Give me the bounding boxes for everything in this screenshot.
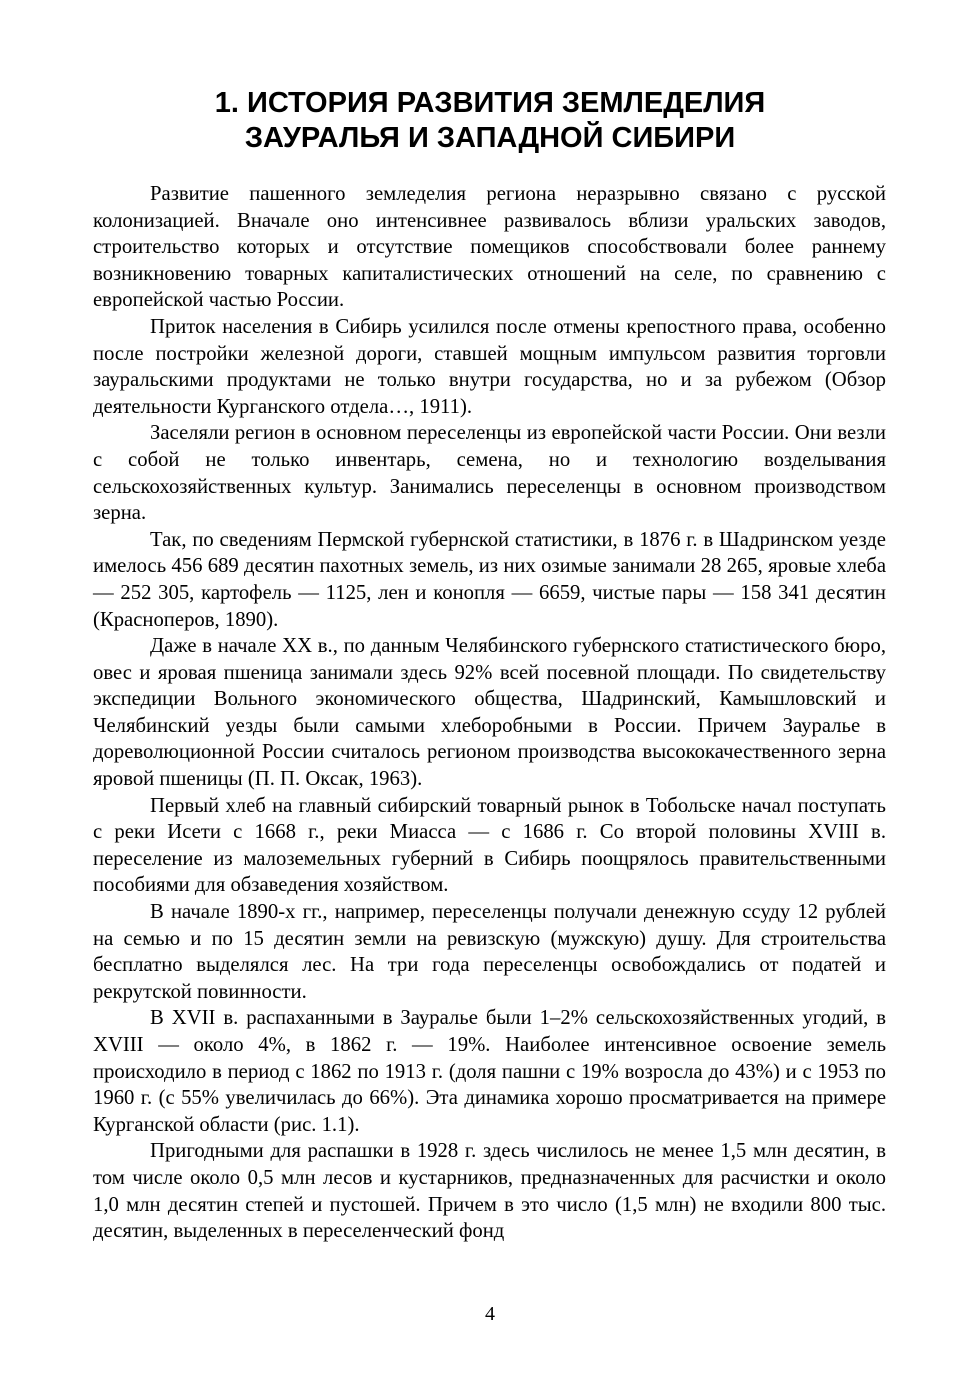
paragraph: Приток населения в Сибирь усилился после отмены крепостного права, особенно после постройки железной дороги, ставшей мощным импульсом развития торговли зауральскими продуктами не только внутри государства, но и за рубежом (Обзор деятельности Курганского отдела…, 1911). [93,315,886,418]
chapter-heading-line-1: 1. ИСТОРИЯ РАЗВИТИЯ ЗЕМЛЕДЕЛИЯ [214,87,766,119]
paragraph: Заселяли регион в основном переселенцы из европейской части России. Они везли с собой не только инвентарь, семена, но и технологию возделывания сельскохозяйственных культур. Занимались переселенцы в основном производством зерна. [93,422,886,525]
paragraph: Пригодными для распашки в 1928 г. здесь числилось не менее 1,5 млн десятин, в том числе около 0,5 млн лесов и кустарников, предназначенных для расчистки и около 1,0 млн десятин степей и пустошей. Причем в это число (1,5 млн) не входили 800 тыс. десятин, выделенных в переселенческий фонд [93,1140,886,1243]
page-number: 4 [485,1303,495,1325]
paragraph: В XVII в. распаханными в Зауралье были 1–2% сельскохозяйственных угодий, в XVIII — около 4%, в 1862 г. — 19%. Наиболее интенсивное освоение земель происходило в период с 1862 по 1913 г. (доля пашни с 19% возросла до 43%) и с 1953 по 1960 г. (с 55% увеличилась до 66%). Эта динамика хорошо просматривается на примере Курганской области (рис. 1.1). [93,1007,886,1136]
paragraph: Даже в начале XX в., по данным Челябинского губернского статистического бюро, овес и яровая пшеница занимали здесь 92% всей посевной площади. По свидетельству экспедиции Вольного экономического общества, Шадринский, Камышловский и Челябинский уезды были самыми хлеборобными в России. Причем Зауралье в дореволюционной России считалось регионом производства высококачественного зерна яровой пшеницы (П. П. Оксак, 1963). [93,635,886,791]
body-text [93,181,886,1245]
paragraph: Так, по сведениям Пермской губернской статистики, в 1876 г. в Шадринском уезде имелось 456 689 десятин пахотных земель, из них озимые занимали 28 265, яровые хлеба — 252 305, картофель — 1125, лен и конопля — 6659, чистые пары — 158 341 десятин (Красноперов, 1890). [93,528,886,631]
paragraph: В начале 1890-х гг., например, переселенцы получали денежную ссуду 12 рублей на семью и по 15 десятин земли на ревизскую (мужскую) душу. Для строительства бесплатно выделялся лес. На три года переселенцы освобождались от податей и рекрутской повинности. [93,901,886,1003]
chapter-heading-line-2: ЗАУРАЛЬЯ И ЗАПАДНОЙ СИБИРИ [244,122,736,154]
chapter-heading [0,86,980,156]
paragraph: Первый хлеб на главный сибирский товарный рынок в Тобольске начал поступать с реки Исети с 1668 г., реки Миасса — с 1686 г. Со второй половины XVIII в. переселение из малоземельных губерний в Сибирь поощрялось правительственными пособиями для обзаведения хозяйством. [93,794,886,897]
paragraph: Развитие пашенного земледелия региона неразрывно связано с русской колонизацией. Вначале оно интенсивнее развивалось вблизи уральских заводов, строительство которых и отсутствие помещиков способствовали более раннему возникновению товарных капиталистических отношений на селе, по сравнению с европейской частью России. [93,183,886,312]
